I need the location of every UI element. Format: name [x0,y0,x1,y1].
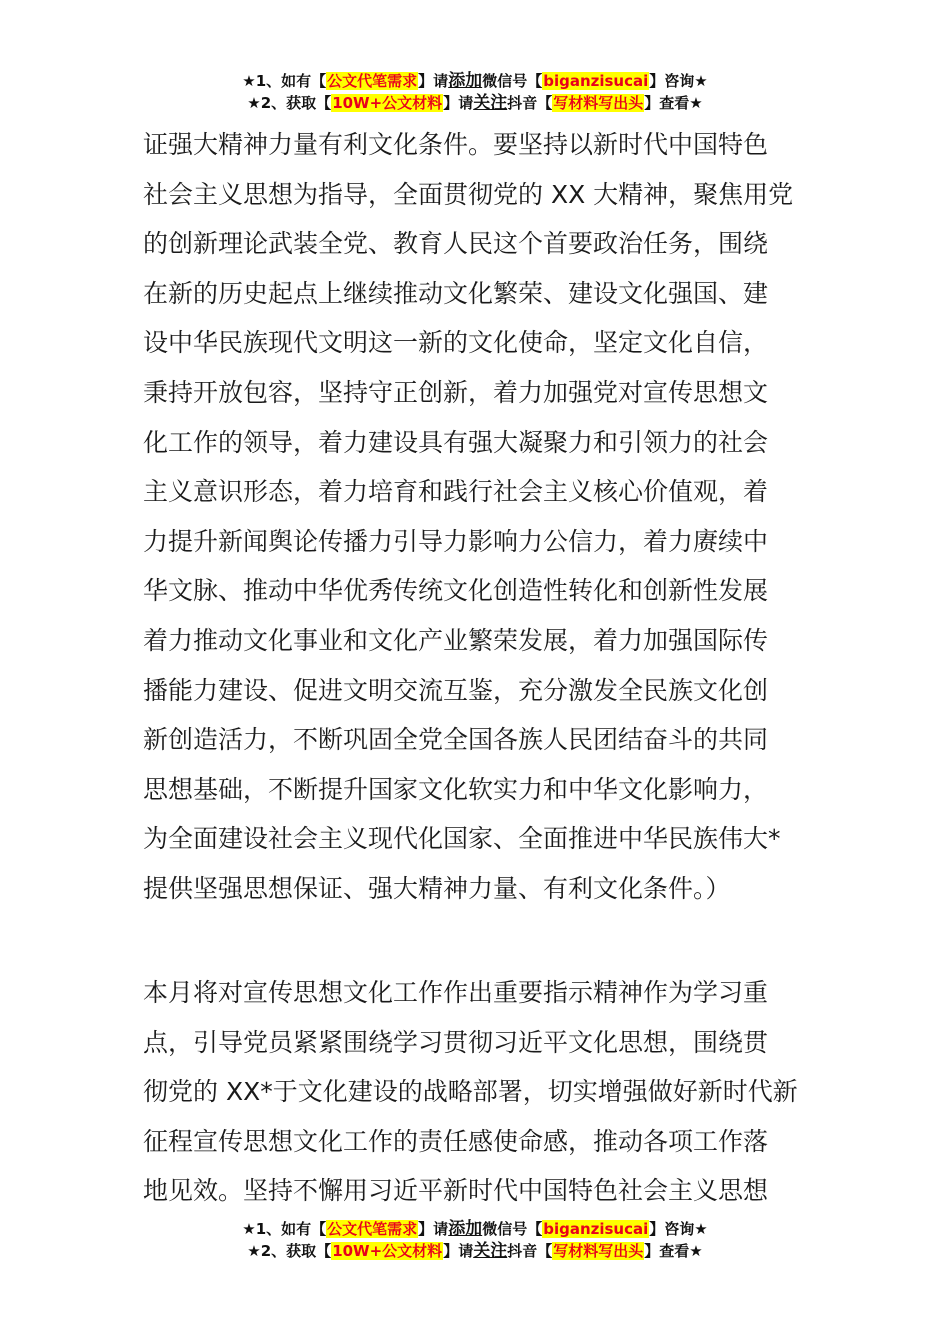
bottom-banner [0,1218,950,1262]
banner-text: 微信号【 [482,1220,543,1238]
underlined-text: 添加 [448,1219,483,1239]
text-line: 征程宣传思想文化工作的责任感使命感，推动各项工作落 [143,1126,769,1156]
banner-text: 】查看★ [644,1242,703,1260]
highlight-ghostwriting: 公文代笔需求 [327,1220,418,1238]
text-line: 在新的历史起点上继续推动文化繁荣、建设文化强国、建 [143,278,769,308]
banner-text: 微信号【 [482,72,543,90]
text-line: 化工作的领导，着力建设具有强大凝聚力和引领力的社会 [143,427,769,457]
banner-text: 】请 [418,72,449,90]
banner-text: 】请 [418,1220,449,1238]
banner-text: ★2、获取【 [247,1242,332,1260]
banner-text: 】咨询★ [649,72,708,90]
text-line: 秉持开放包容，坚持守正创新，着力加强党对宣传思想文 [143,377,769,407]
text-line: 力提升新闻舆论传播力引导力影响力公信力，着力赓续中 [143,526,769,556]
banner-line-2 [0,92,950,114]
text-line: 的创新理论武装全党、教育人民这个首要政治任务，围绕 [143,229,769,259]
banner-line-1 [0,70,950,92]
text-line: 提供坚强思想保证、强大精神力量、有利文化条件。） [143,873,731,903]
body-paragraph-1 [143,120,813,914]
underlined-text: 关注 [473,1241,508,1261]
text-line: 主义意识形态，着力培育和践行社会主义核心价值观，着 [143,477,769,507]
highlight-materials: 10W+公文材料 [332,1242,443,1260]
text-line: 点，引导党员紧紧围绕学习贯彻习近平文化思想，围绕贯 [143,1027,769,1057]
highlight-wechat-id: biganzisucai [543,1220,649,1238]
banner-text: 】咨询★ [649,1220,708,1238]
text-line: 思想基础，不断提升国家文化软实力和中华文化影响力， [143,774,769,804]
banner-text: ★1、如有【 [242,1220,327,1238]
banner-line-1 [0,1218,950,1240]
text-line: 社会主义思想为指导，全面贯彻党的 XX 大精神，聚焦用党 [143,179,794,209]
banner-text: 】请 [443,1242,474,1260]
text-line: 本月将对宣传思想文化工作作出重要指示精神作为学习重 [143,978,769,1007]
banner-text: 】请 [443,94,474,112]
text-line: 证强大精神力量有利文化条件。要坚持以新时代中国特色 [143,130,769,159]
highlight-ghostwriting: 公文代笔需求 [327,72,418,90]
highlight-douyin-account: 写材料写出头 [553,94,644,112]
banner-text: 抖音【 [507,94,553,112]
text-line: 彻党的 XX*于文化建设的战略部署，切实增强做好新时代新 [143,1077,798,1107]
text-line: 新创造活力，不断巩固全党全国各族人民团结奋斗的共同 [143,725,769,755]
underlined-text: 添加 [448,71,483,91]
text-line: 华文脉、推动中华优秀传统文化创造性转化和创新性发展 [143,576,769,606]
top-banner [0,70,950,114]
highlight-douyin-account: 写材料写出头 [553,1242,644,1260]
highlight-wechat-id: biganzisucai [543,72,649,90]
highlight-materials: 10W+公文材料 [332,94,443,112]
text-line: 着力推动文化事业和文化产业繁荣发展，着力加强国际传 [143,625,769,655]
banner-text: 】查看★ [644,94,703,112]
text-line: 设中华民族现代文明这一新的文化使命，坚定文化自信， [143,328,769,358]
body-paragraph-2 [143,968,813,1216]
text-line: 地见效。坚持不懈用习近平新时代中国特色社会主义思想 [143,1176,769,1206]
banner-text: 抖音【 [507,1242,553,1260]
banner-line-2 [0,1240,950,1262]
text-line: 播能力建设、促进文明交流互鉴，充分激发全民族文化创 [143,675,769,705]
banner-text: ★1、如有【 [242,72,327,90]
text-line: 为全面建设社会主义现代化国家、全面推进中华民族伟大* [143,824,781,854]
underlined-text: 关注 [473,93,508,113]
banner-text: ★2、获取【 [247,94,332,112]
